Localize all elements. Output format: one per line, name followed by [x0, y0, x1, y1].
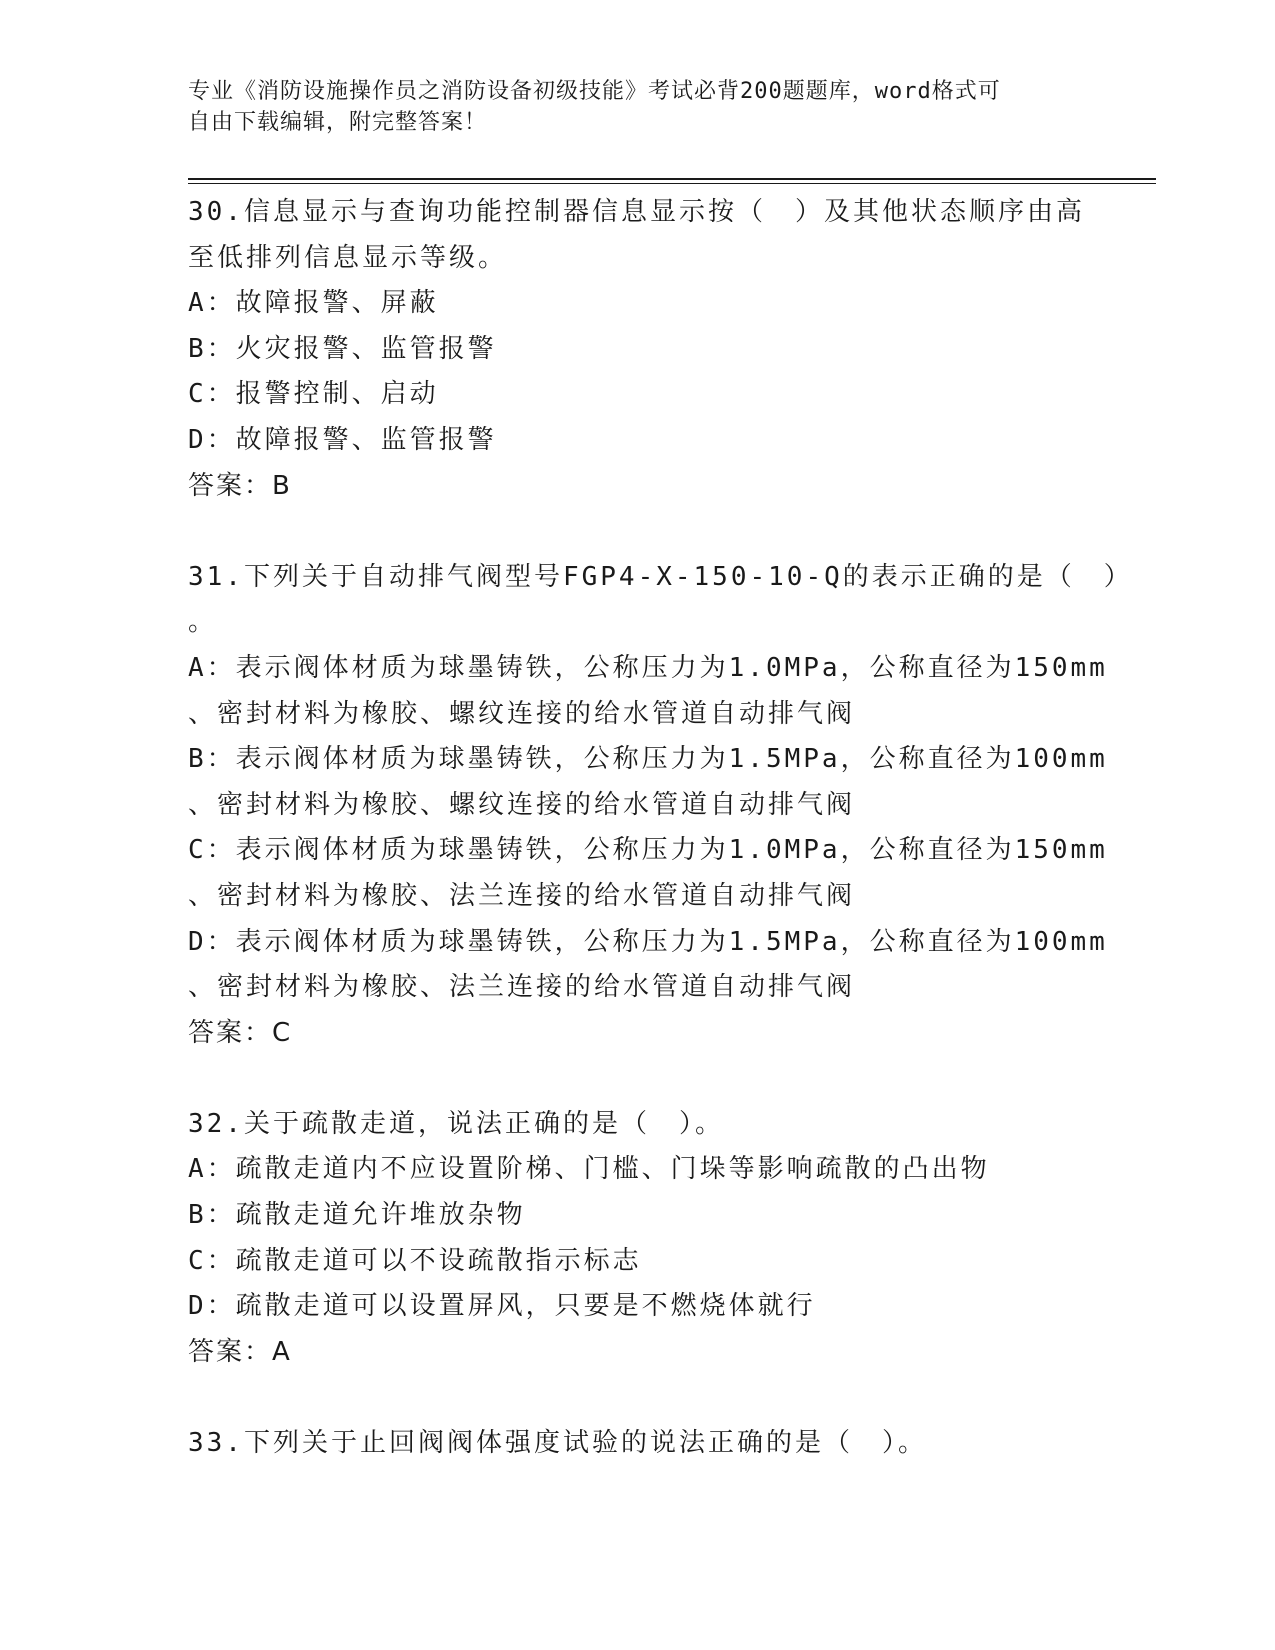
option-c: C：表示阀体材质为球墨铸铁，公称压力为1.0MPa，公称直径为150mm — [188, 835, 1108, 866]
question-32 — [188, 1102, 1088, 1376]
answer-label: 答案：B — [188, 470, 292, 501]
option-a: A：故障报警、屏蔽 — [188, 288, 439, 319]
option-d: D：表示阀体材质为球墨铸铁，公称压力为1.5MPa，公称直径为100mm — [188, 926, 1108, 957]
question-stem-line: 至低排列信息显示等级。 — [188, 242, 508, 273]
question-list — [188, 190, 1133, 1467]
question-33 — [188, 1421, 1088, 1467]
option-c-continued: 、密封材料为橡胶、法兰连接的给水管道自动排气阀 — [188, 880, 856, 911]
option-b-continued: 、密封材料为橡胶、螺纹连接的给水管道自动排气阀 — [188, 789, 856, 820]
option-a: A：表示阀体材质为球墨铸铁，公称压力为1.0MPa，公称直径为150mm — [188, 652, 1108, 683]
question-stem-line: 31.下列关于自动排气阀型号FGP4-X-150-10-Q的表示正确的是（ ） — [188, 561, 1133, 592]
question-stem-line: 。 — [188, 607, 218, 638]
document-header — [188, 76, 1068, 138]
option-d: D：故障报警、监管报警 — [188, 424, 497, 455]
option-b: B：表示阀体材质为球墨铸铁，公称压力为1.5MPa，公称直径为100mm — [188, 744, 1108, 775]
option-b: B：疏散走道允许堆放杂物 — [188, 1200, 526, 1231]
question-gap — [188, 509, 1088, 555]
header-line-1: 专业《消防设施操作员之消防设备初级技能》考试必背200题题库，word格式可 — [188, 79, 1001, 104]
question-stem-line: 30.信息显示与查询功能控制器信息显示按（ ）及其他状态顺序由高 — [188, 197, 1085, 227]
question-stem-line: 32.关于疏散走道，说法正确的是（ ）。 — [188, 1108, 724, 1139]
header-divider-thin — [188, 183, 1156, 184]
option-c: C：疏散走道可以不设疏散指示标志 — [188, 1245, 642, 1276]
answer-label: 答案：A — [188, 1336, 292, 1367]
header-divider-thick — [188, 178, 1156, 180]
option-a-continued: 、密封材料为橡胶、螺纹连接的给水管道自动排气阀 — [188, 698, 856, 729]
question-gap — [188, 1056, 1088, 1102]
header-line-2: 自由下载编辑，附完整答案！ — [188, 110, 488, 135]
question-stem-line: 33.下列关于止回阀阀体强度试验的说法正确的是（ ）。 — [188, 1428, 927, 1459]
question-gap — [188, 1375, 1088, 1421]
option-d-continued: 、密封材料为橡胶、法兰连接的给水管道自动排气阀 — [188, 972, 856, 1003]
option-d: D：疏散走道可以设置屏风，只要是不燃烧体就行 — [188, 1291, 816, 1322]
question-31 — [188, 555, 1133, 1057]
option-a: A：疏散走道内不应设置阶梯、门槛、门垛等影响疏散的凸出物 — [188, 1154, 990, 1185]
question-30 — [188, 190, 1088, 509]
answer-label: 答案：C — [188, 1017, 293, 1048]
option-c: C：报警控制、启动 — [188, 379, 439, 410]
option-b: B：火灾报警、监管报警 — [188, 333, 497, 364]
